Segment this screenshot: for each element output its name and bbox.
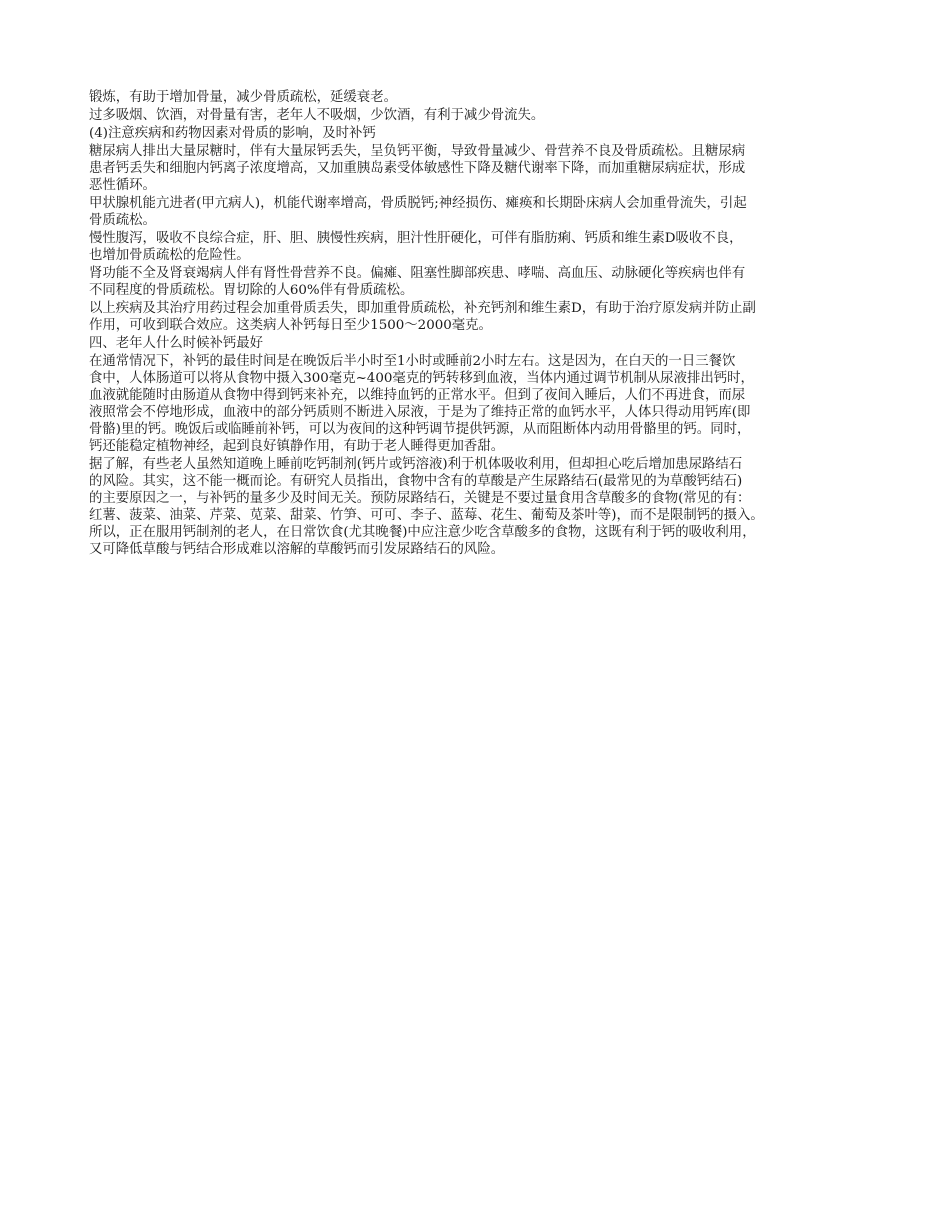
text-line: 骨质疏松。: [89, 213, 156, 228]
text-line: 的风险。其实，这不能一概而论。有研究人员指出，食物中含有的草酸是产生尿路结石(最常见的为草酸钙结石): [89, 474, 743, 489]
paragraph: [89, 143, 879, 194]
text-line: 甲状腺机能亢进者(甲亢病人)，机能代谢率增高，骨质脱钙;神经损伤、瘫痪和长期卧床病人会加重骨流失，引起: [89, 196, 747, 211]
paragraph: [89, 89, 879, 106]
paragraph: [89, 456, 879, 558]
document-page: [89, 89, 879, 559]
text-line: 不同程度的骨质疏松。胃切除的人60%伴有骨质疏松。: [89, 283, 414, 298]
text-line: 骨骼)里的钙。晚饭后或临睡前补钙，可以为夜间的这种钙调节提供钙源，从而阻断体内动用骨骼里的钙。同时，: [89, 422, 751, 437]
paragraph: [89, 195, 879, 229]
paragraph-gap: [89, 558, 879, 559]
paragraph: [89, 125, 879, 142]
paragraph: [89, 265, 879, 299]
text-line: 患者钙丢失和细胞内钙离子浓度增高，又加重胰岛素受体敏感性下降及糖代谢率下降，而加重糖尿病症状，形成: [89, 161, 746, 176]
text-line: 又可降低草酸与钙结合形成难以溶解的草酸钙而引发尿路结石的风险。: [89, 542, 505, 557]
document-body: [89, 89, 879, 559]
text-line: 钙还能稳定植物神经，起到良好镇静作用，有助于老人睡得更加香甜。: [89, 439, 505, 454]
text-line: 肾功能不全及肾衰竭病人伴有肾性骨营养不良。偏瘫、阻塞性脚部疾患、哮喘、高血压、动脉硬化等疾病也伴有: [89, 266, 746, 281]
paragraph: [89, 335, 879, 352]
text-line: 作用，可收到联合效应。这类病人补钙每日至少1500～2000毫克。: [89, 318, 492, 333]
text-line: 血液就能随时由肠道从食物中得到钙来补充，以维持血钙的正常水平。但到了夜间入睡后，人们不再进食，而尿: [89, 388, 746, 403]
text-line: 慢性腹泻，吸收不良综合症，肝、胆、胰慢性疾病，胆汁性肝硬化，可伴有脂肪痢、钙质和维生素D吸收不良，: [89, 231, 743, 246]
text-line: 的主要原因之一，与补钙的量多少及时间无关。预防尿路结石，关键是不要过量食用含草酸多的食物(常见的有：: [89, 491, 751, 506]
text-line: (4)注意疾病和药物因素对骨质的影响，及时补钙: [89, 126, 376, 141]
text-line: 过多吸烟、饮酒，对骨量有害，老年人不吸烟，少饮酒，有利于减少骨流失。: [89, 108, 545, 123]
text-line: 四、老年人什么时候补钙最好: [89, 336, 264, 351]
text-line: 液照常会不停地形成，血液中的部分钙质则不断进入尿液，于是为了维持正常的血钙水平，人体只得动用钙库(即: [89, 405, 751, 420]
text-line: 所以，正在服用钙制剂的老人，在日常饮食(尤其晚餐)中应注意少吃含草酸多的食物，这既有利于钙的吸收利用，: [89, 525, 756, 540]
text-line: 据了解，有些老人虽然知道晚上睡前吃钙制剂(钙片或钙溶液)利于机体吸收利用，但却担心吃后增加患尿路结石: [89, 457, 743, 472]
paragraph: [89, 230, 879, 264]
paragraph: [89, 353, 879, 455]
text-line: 糖尿病人排出大量尿糖时，伴有大量尿钙丢失，呈负钙平衡，导致骨量减少、骨营养不良及骨质疏松。且糖尿病: [89, 144, 746, 159]
paragraph: [89, 300, 879, 334]
text-line: 恶性循环。: [89, 178, 156, 193]
paragraph: [89, 107, 879, 124]
text-line: 食中，人体肠道可以将从食物中摄入300毫克~400毫克的钙转移到血液，当体内通过调节机制从尿液排出钙时，: [89, 371, 754, 386]
text-line: 也增加骨质疏松的危险性。: [89, 248, 250, 263]
text-line: 以上疾病及其治疗用药过程会加重骨质丢失，即加重骨质疏松，补充钙剂和维生素D，有助于治疗原发病并防止副: [89, 301, 756, 316]
text-line: 锻炼，有助于增加骨量，减少骨质疏松，延缓衰老。: [89, 90, 397, 105]
text-line: 红薯、菠菜、油菜、芹菜、苋菜、甜菜、竹笋、可可、李子、蓝莓、花生、葡萄及茶叶等)，而不是限制钙的摄入。: [89, 508, 764, 523]
text-line: 在通常情况下，补钙的最佳时间是在晚饭后半小时至1小时或睡前2小时左右。这是因为，在白天的一日三餐饮: [89, 354, 736, 369]
